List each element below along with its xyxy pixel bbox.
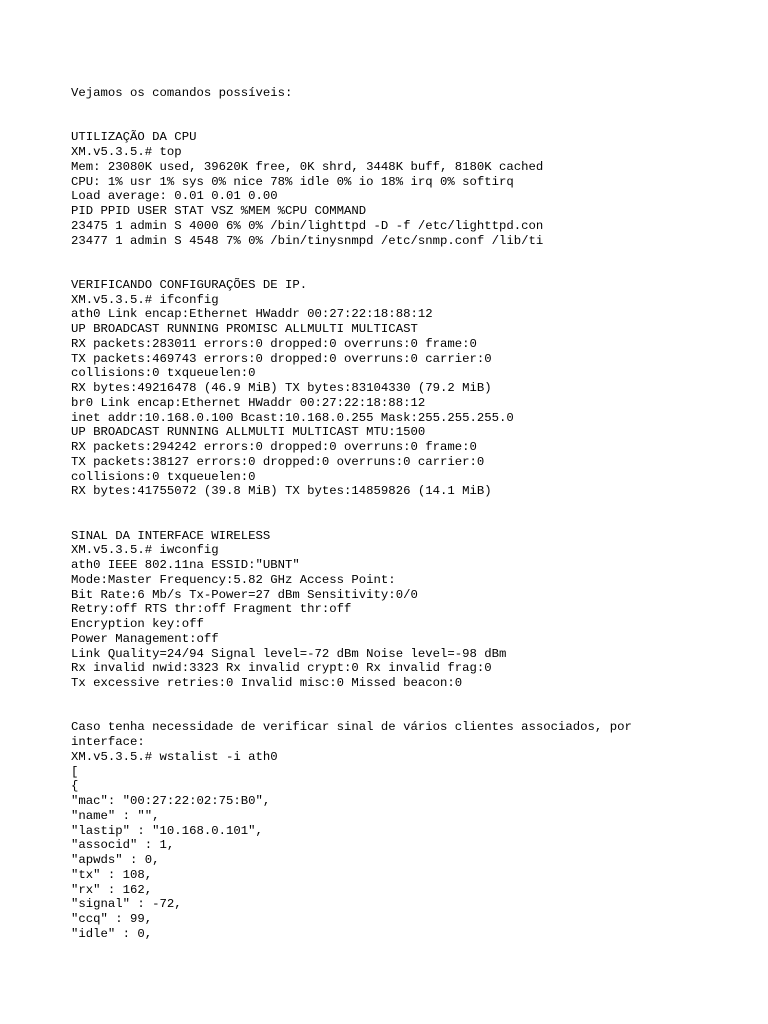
output-line: Power Management:off xyxy=(71,631,219,646)
section-heading: VERIFICANDO CONFIGURAÇÕES DE IP. xyxy=(71,277,308,292)
section-cpu xyxy=(71,130,711,248)
output-line: UP BROADCAST RUNNING PROMISC ALLMULTI MULTICAST xyxy=(71,322,418,336)
section-iwconfig xyxy=(71,529,711,691)
output-line: "ccq" : 99, xyxy=(71,912,153,926)
output-line: "name" : "", xyxy=(71,808,160,823)
output-line: UP BROADCAST RUNNING ALLMULTI MULTICAST MTU:1500 xyxy=(71,425,426,440)
output-line: "associd" : 1, xyxy=(71,838,175,853)
output-line: XM.v5.3.5.# wstalist -i ath0 xyxy=(71,749,278,764)
output-line: PID PPID USER STAT VSZ %MEM %CPU COMMAND xyxy=(71,204,367,218)
output-line: RX packets:283011 errors:0 dropped:0 overruns:0 frame:0 xyxy=(71,336,477,351)
output-line: [ xyxy=(71,764,79,779)
output-line: Bit Rate:6 Mb/s Tx-Power=27 dBm Sensitivity:0/0 xyxy=(71,587,418,602)
section-heading: Caso tenha necessidade de verificar sinal de vários clientes associados, por interface: xyxy=(71,720,640,749)
output-line: ath0 Link encap:Ethernet HWaddr 00:27:22:18:88:12 xyxy=(71,307,433,322)
output-line: RX packets:294242 errors:0 dropped:0 overruns:0 frame:0 xyxy=(71,440,477,454)
output-line: "signal" : -72, xyxy=(71,897,182,912)
document-page xyxy=(71,86,711,971)
output-line: Encryption key:off xyxy=(71,617,204,631)
output-line: { xyxy=(71,779,79,794)
section-heading: SINAL DA INTERFACE WIRELESS xyxy=(71,528,271,543)
output-line: Mode:Master Frequency:5.82 GHz Access Point: xyxy=(71,572,396,587)
output-line: Link Quality=24/94 Signal level=-72 dBm Noise level=-98 dBm xyxy=(71,646,507,661)
output-line: XM.v5.3.5.# ifconfig xyxy=(71,292,219,307)
output-line: RX bytes:41755072 (39.8 MiB) TX bytes:14859826 (14.1 MiB) xyxy=(71,484,492,499)
section-ifconfig xyxy=(71,278,711,499)
output-line: "tx" : 108, xyxy=(71,867,153,882)
output-line: inet addr:10.168.0.100 Bcast:10.168.0.255 Mask:255.255.255.0 xyxy=(71,410,514,425)
output-line: TX packets:469743 errors:0 dropped:0 overruns:0 carrier:0 xyxy=(71,351,492,366)
output-line: collisions:0 txqueuelen:0 xyxy=(71,469,256,484)
output-line: Retry:off RTS thr:off Fragment thr:off xyxy=(71,602,352,617)
output-line: ath0 IEEE 802.11na ESSID:"UBNT" xyxy=(71,558,300,572)
output-line: "lastip" : "10.168.0.101", xyxy=(71,823,263,838)
intro-text: Vejamos os comandos possíveis: xyxy=(71,86,293,100)
output-line: CPU: 1% usr 1% sys 0% nice 78% idle 0% io 18% irq 0% softirq xyxy=(71,174,514,189)
output-line: RX bytes:49216478 (46.9 MiB) TX bytes:83104330 (79.2 MiB) xyxy=(71,381,492,395)
output-line: Rx invalid nwid:3323 Rx invalid crypt:0 Rx invalid frag:0 xyxy=(71,661,492,676)
output-line: TX packets:38127 errors:0 dropped:0 overruns:0 carrier:0 xyxy=(71,454,485,469)
output-line: "apwds" : 0, xyxy=(71,853,160,867)
output-line: 23477 1 admin S 4548 7% 0% /bin/tinysnmpd /etc/snmp.conf /lib/ti xyxy=(71,233,544,248)
section-wstalist xyxy=(71,720,711,941)
output-line: 23475 1 admin S 4000 6% 0% /bin/lighttpd -D -f /etc/lighttpd.con xyxy=(71,218,544,233)
output-line: "idle" : 0, xyxy=(71,926,153,941)
output-line: XM.v5.3.5.# top xyxy=(71,145,182,159)
output-line: Load average: 0.01 0.01 0.00 xyxy=(71,189,278,204)
output-line: Tx excessive retries:0 Invalid misc:0 Missed beacon:0 xyxy=(71,676,463,690)
output-line: "rx" : 162, xyxy=(71,882,153,897)
output-line: collisions:0 txqueuelen:0 xyxy=(71,366,256,381)
output-line: br0 Link encap:Ethernet HWaddr 00:27:22:18:88:12 xyxy=(71,395,426,410)
output-line: "mac": "00:27:22:02:75:B0", xyxy=(71,794,271,808)
output-line: Mem: 23080K used, 39620K free, 0K shrd, 3448K buff, 8180K cached xyxy=(71,159,544,174)
section-heading: UTILIZAÇÃO DA CPU xyxy=(71,130,197,145)
output-line: XM.v5.3.5.# iwconfig xyxy=(71,543,219,558)
